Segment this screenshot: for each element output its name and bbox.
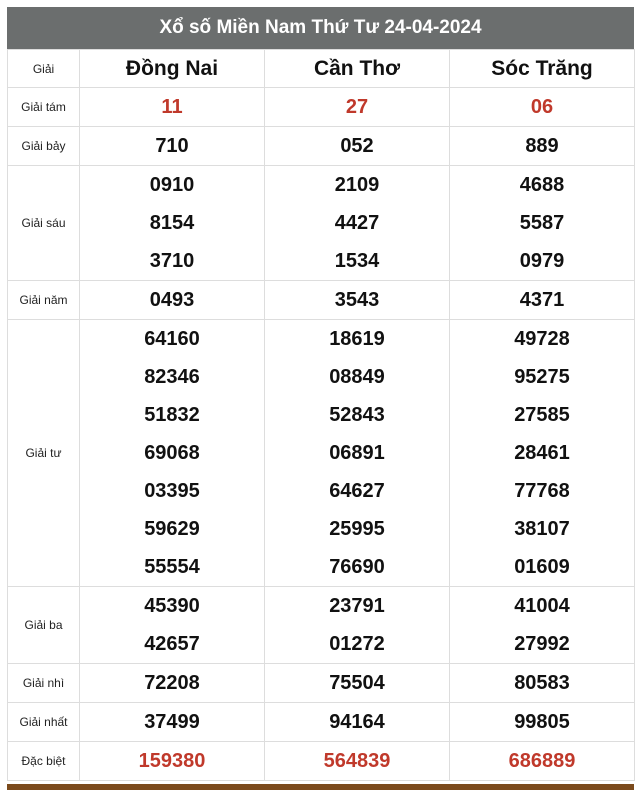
- winning-number: 25995: [329, 518, 385, 540]
- winning-number: 77768: [514, 480, 570, 502]
- prize-cell: [80, 320, 265, 587]
- prize-label: Giải nhì: [8, 664, 80, 703]
- winning-number: 18619: [329, 328, 385, 350]
- prize-cell: [265, 88, 450, 127]
- winning-number: 3710: [149, 250, 195, 272]
- bottom-bar: [7, 784, 634, 790]
- prize-cell: [450, 88, 635, 127]
- prize-cell: [80, 703, 265, 742]
- winning-number: 4688: [519, 174, 565, 196]
- winning-number: 42657: [144, 633, 200, 655]
- winning-number: 64627: [329, 480, 385, 502]
- winning-number: 0910: [149, 174, 195, 196]
- prize-label: Giải ba: [8, 587, 80, 664]
- winning-number: 38107: [514, 518, 570, 540]
- winning-number: 686889: [508, 750, 576, 772]
- winning-number: 37499: [144, 711, 200, 733]
- winning-number: 01609: [514, 556, 570, 578]
- winning-number: 99805: [514, 711, 570, 733]
- winning-number: 72208: [144, 672, 200, 694]
- prize-cell: [80, 742, 265, 781]
- prize-label: Giải bảy: [8, 127, 80, 166]
- winning-number: 52843: [329, 404, 385, 426]
- province-header: Sóc Trăng: [450, 50, 635, 88]
- prize-label: Giải nhất: [8, 703, 80, 742]
- prize-row: [8, 742, 635, 781]
- prize-rows: [8, 88, 635, 781]
- prize-cell: [265, 281, 450, 320]
- winning-number: 052: [340, 135, 374, 157]
- province-header: Đồng Nai: [80, 50, 265, 88]
- prize-cell: [80, 127, 265, 166]
- winning-number: 710: [155, 135, 189, 157]
- prize-cell: [265, 127, 450, 166]
- winning-number: 45390: [144, 595, 200, 617]
- winning-number: 59629: [144, 518, 200, 540]
- winning-number: 75504: [329, 672, 385, 694]
- winning-number: 01272: [329, 633, 385, 655]
- prize-cell: [80, 166, 265, 281]
- prize-column-header: Giải: [8, 50, 80, 88]
- prize-cell: [450, 703, 635, 742]
- prize-cell: [450, 742, 635, 781]
- prize-row: [8, 127, 635, 166]
- prize-label: Giải năm: [8, 281, 80, 320]
- winning-number: 41004: [514, 595, 570, 617]
- prize-cell: [265, 664, 450, 703]
- winning-number: 564839: [323, 750, 391, 772]
- winning-number: 80583: [514, 672, 570, 694]
- prize-cell: [450, 587, 635, 664]
- prize-row: [8, 166, 635, 281]
- winning-number: 11: [161, 96, 183, 118]
- prize-cell: [265, 320, 450, 587]
- header-row: [8, 50, 635, 88]
- winning-number: 159380: [138, 750, 206, 772]
- winning-number: 28461: [514, 442, 570, 464]
- winning-number: 2109: [334, 174, 380, 196]
- prize-cell: [450, 281, 635, 320]
- prize-cell: [80, 587, 265, 664]
- prize-row: [8, 587, 635, 664]
- winning-number: 3543: [334, 289, 380, 311]
- winning-number: 27: [345, 96, 369, 118]
- winning-number: 27992: [514, 633, 570, 655]
- winning-number: 76690: [329, 556, 385, 578]
- prize-cell: [80, 281, 265, 320]
- prize-cell: [450, 664, 635, 703]
- lottery-results-table-container: [7, 7, 634, 790]
- prize-label: Giải tư: [8, 320, 80, 587]
- prize-cell: [80, 88, 265, 127]
- prize-label: Giải sáu: [8, 166, 80, 281]
- prize-row: [8, 281, 635, 320]
- prize-cell: [265, 587, 450, 664]
- prize-label: Giải tám: [8, 88, 80, 127]
- winning-number: 5587: [519, 212, 565, 234]
- winning-number: 27585: [514, 404, 570, 426]
- winning-number: 08849: [329, 366, 385, 388]
- winning-number: 95275: [514, 366, 570, 388]
- winning-number: 0493: [149, 289, 195, 311]
- winning-number: 49728: [514, 328, 570, 350]
- prize-cell: [265, 742, 450, 781]
- winning-number: 06891: [329, 442, 385, 464]
- winning-number: 4371: [519, 289, 565, 311]
- prize-cell: [80, 664, 265, 703]
- prize-cell: [450, 127, 635, 166]
- winning-number: 8154: [149, 212, 195, 234]
- winning-number: 69068: [144, 442, 200, 464]
- winning-number: 03395: [144, 480, 200, 502]
- prize-cell: [450, 320, 635, 587]
- prize-cell: [265, 703, 450, 742]
- winning-number: 06: [530, 96, 554, 118]
- winning-number: 55554: [144, 556, 200, 578]
- winning-number: 94164: [329, 711, 385, 733]
- winning-number: 1534: [334, 250, 380, 272]
- prize-cell: [265, 166, 450, 281]
- prize-row: [8, 88, 635, 127]
- winning-number: 0979: [519, 250, 565, 272]
- prize-row: [8, 664, 635, 703]
- prize-row: [8, 703, 635, 742]
- prize-cell: [450, 166, 635, 281]
- winning-number: 23791: [329, 595, 385, 617]
- winning-number: 64160: [144, 328, 200, 350]
- winning-number: 51832: [144, 404, 200, 426]
- winning-number: 82346: [144, 366, 200, 388]
- winning-number: 889: [525, 135, 559, 157]
- results-table: [7, 49, 635, 781]
- province-header: Cần Thơ: [265, 50, 450, 88]
- prize-label: Đặc biệt: [8, 742, 80, 781]
- results-title: Xổ số Miền Nam Thứ Tư 24-04-2024: [7, 7, 634, 49]
- prize-row: [8, 320, 635, 587]
- winning-number: 4427: [334, 212, 380, 234]
